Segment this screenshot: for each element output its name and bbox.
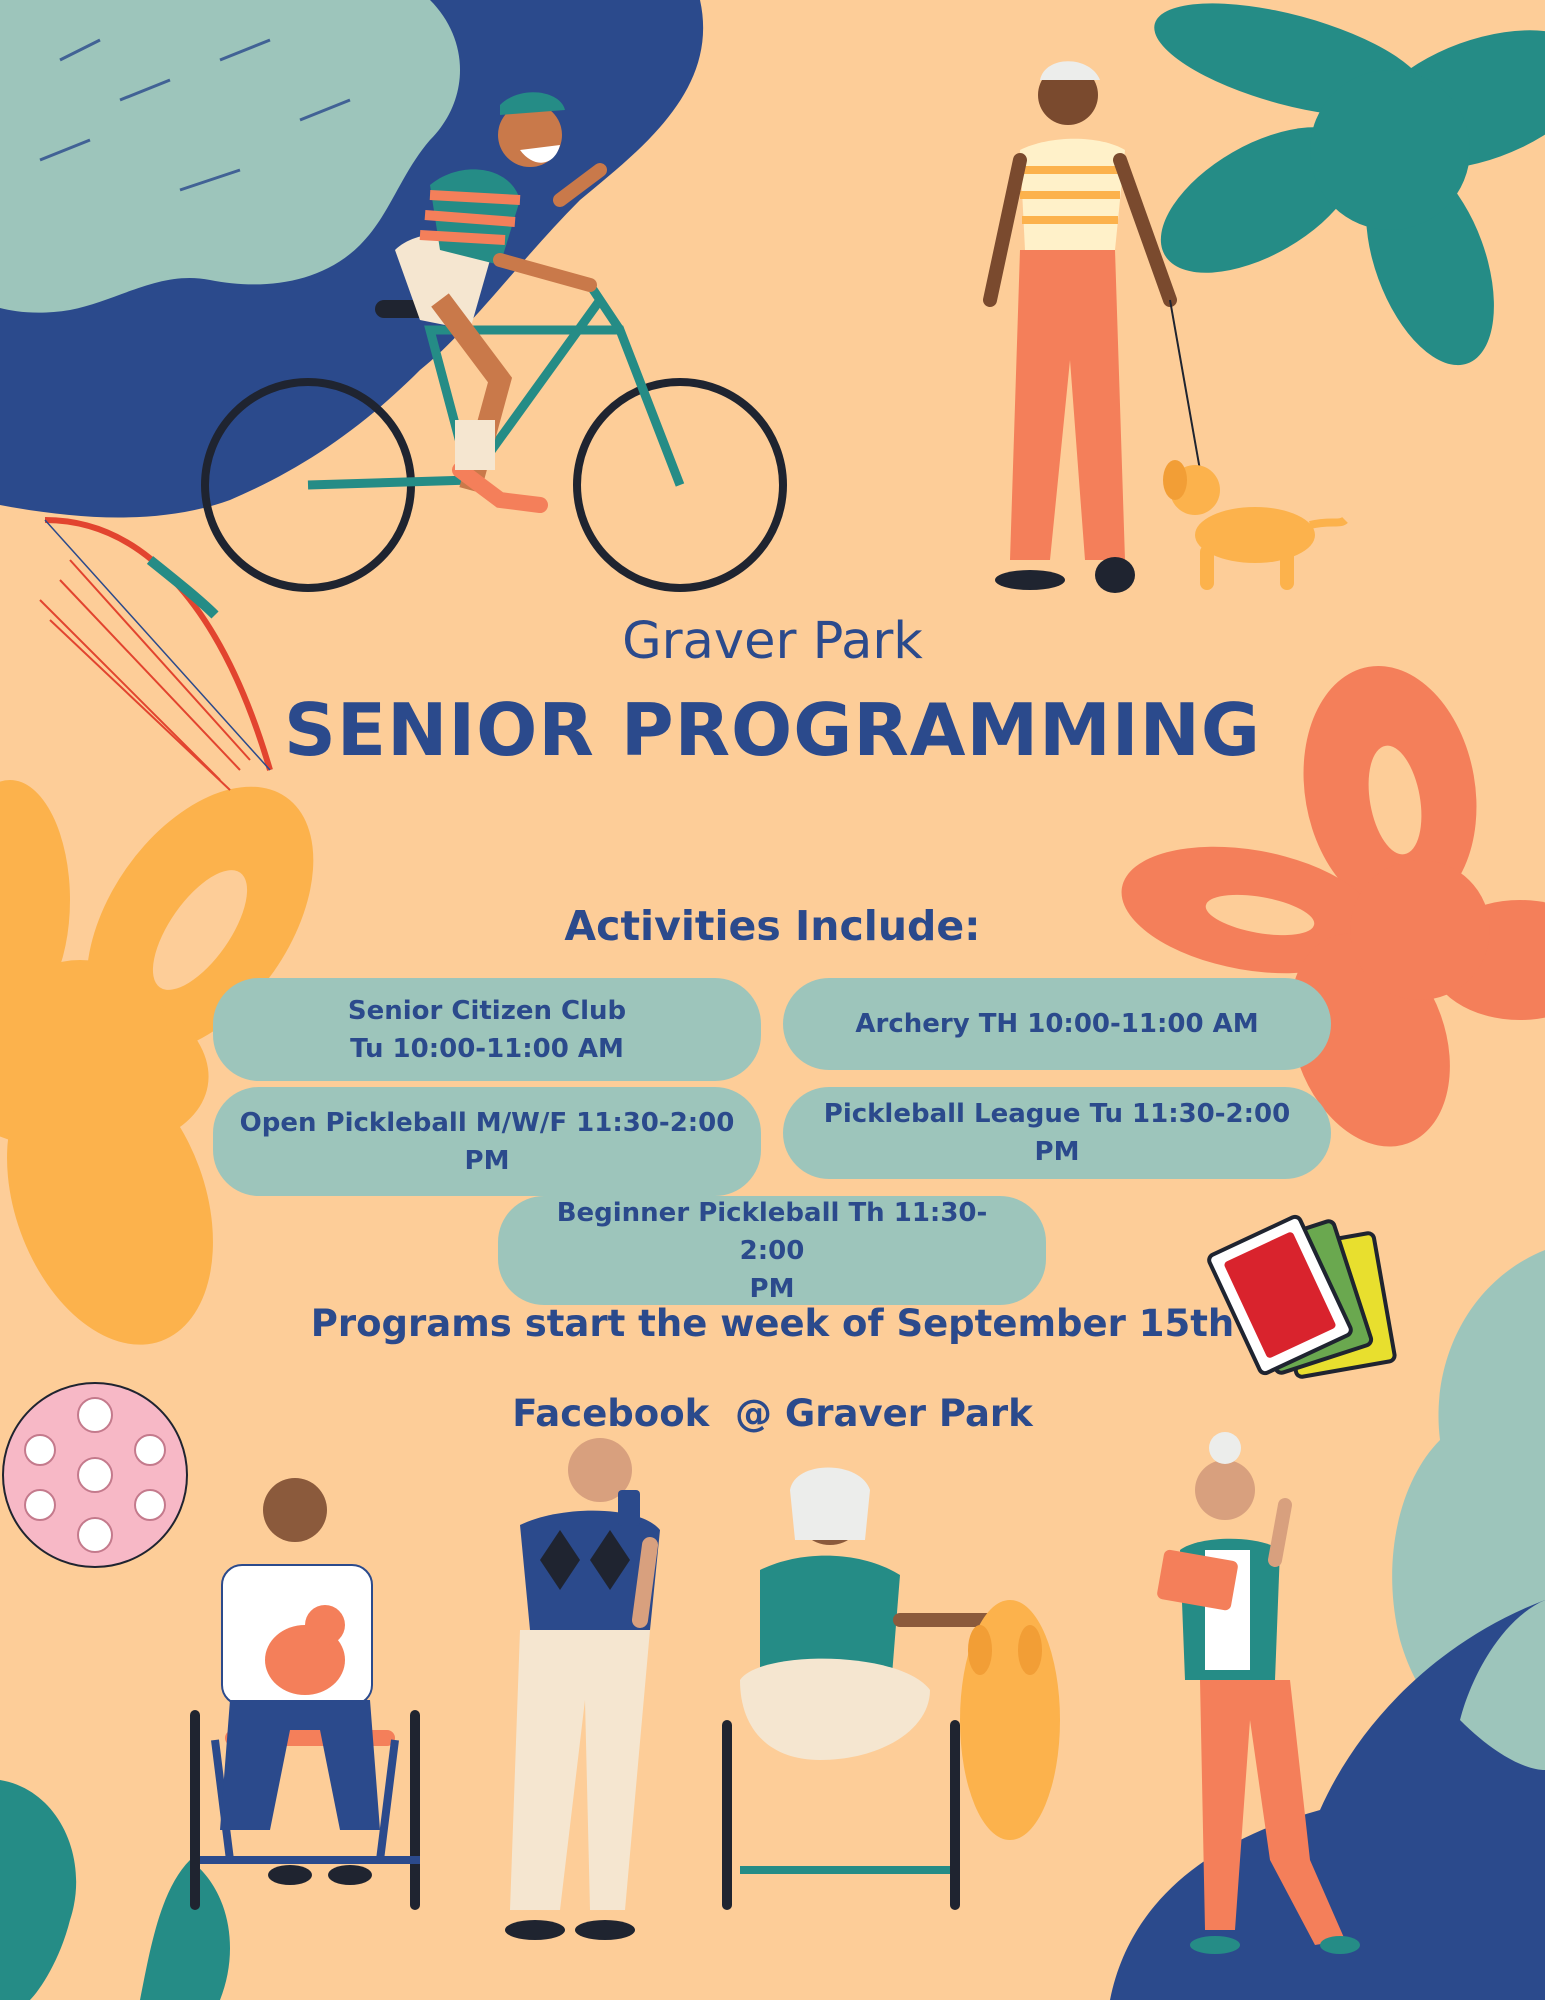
activity-pill-beginner-pickleball [498,1196,1046,1305]
activity-pill-senior-citizen-club [213,978,761,1081]
activity-pill-open-pickleball [213,1087,761,1196]
facebook-label: Facebook [512,1392,710,1435]
activity-name: Pickleball League Tu 11:30-2:00 PM [823,1099,1291,1167]
activity-pill-pickleball-league [783,1087,1331,1179]
programs-start-note: Programs start the week of September 15th [310,1302,1235,1345]
activity-name: Beginner Pickleball Th 11:30- 2:00 [556,1197,988,1266]
activity-name: Archery TH 10:00-11:00 AM [855,1009,1259,1039]
facebook-handle: @ Graver Park [735,1392,1033,1435]
activity-pill-archery [783,978,1331,1070]
playing-cards-icon [1207,1215,1395,1378]
activity-schedule: Tu 10:00-11:00 AM [350,1033,624,1064]
activity-schedule: PM [749,1273,795,1304]
wheelchair-woman-with-dog-illustration [722,1468,1060,1911]
wheelchair-man-with-cat-illustration [190,1478,420,1910]
park-name: Graver Park [622,612,923,671]
social-media-line [0,1392,1545,1435]
teal-blob-bottom-left [0,1780,76,2000]
activity-name: Open Pickleball M/W/F 11:30-2:00 [239,1107,735,1138]
activities-heading: Activities Include: [564,902,981,950]
man-with-phone-illustration [505,1438,660,1940]
activity-name: Senior Citizen Club [347,995,627,1026]
teal-flower-top-right [1137,0,1545,382]
activity-schedule: PM [464,1145,510,1176]
page-title: SENIOR PROGRAMMING [284,688,1261,772]
